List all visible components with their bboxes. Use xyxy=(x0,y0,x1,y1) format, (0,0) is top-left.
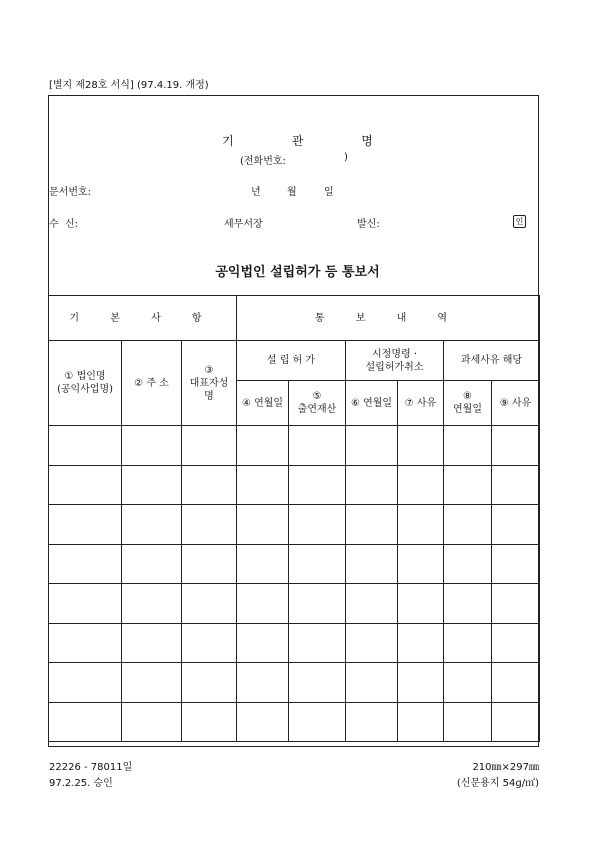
footer-code: 22226 - 78011일 xyxy=(49,762,133,773)
notice-table xyxy=(48,295,540,742)
table-cell xyxy=(444,426,492,466)
table-cell xyxy=(398,702,444,742)
table-cell xyxy=(122,623,182,663)
seal-mark: 인 xyxy=(513,215,526,228)
col-tax-reason: ⑨ 사유 xyxy=(492,381,540,426)
table-cell xyxy=(182,426,237,466)
col-revoke-date: ⑥ 연월일 xyxy=(346,381,398,426)
table-cell xyxy=(289,584,346,624)
table-cell xyxy=(122,465,182,505)
table-row xyxy=(49,663,540,703)
org-name: 기관명 xyxy=(222,134,431,148)
date-day: 일 xyxy=(324,187,334,198)
table-row xyxy=(49,426,540,466)
date-month: 월 xyxy=(287,187,297,198)
table-cell xyxy=(122,702,182,742)
table-cell xyxy=(289,544,346,584)
table-cell xyxy=(122,426,182,466)
table-cell xyxy=(398,505,444,545)
table-cell xyxy=(444,663,492,703)
table-cell xyxy=(49,623,122,663)
footer-approval: 97.2.25. 승인 xyxy=(49,778,113,789)
table-row xyxy=(49,584,540,624)
table-cell xyxy=(122,544,182,584)
document-title: 공익법인 설립허가 등 통보서 xyxy=(215,265,380,280)
table-cell xyxy=(289,702,346,742)
table-cell xyxy=(398,544,444,584)
table-cell xyxy=(289,465,346,505)
empty-rows xyxy=(49,426,540,742)
table-cell xyxy=(237,663,289,703)
table-cell xyxy=(492,623,540,663)
table-cell xyxy=(346,663,398,703)
table-cell xyxy=(237,544,289,584)
table-cell xyxy=(346,426,398,466)
table-cell xyxy=(122,663,182,703)
phone-label: (전화번호: xyxy=(240,156,286,167)
table-cell xyxy=(237,426,289,466)
table-cell xyxy=(182,505,237,545)
section-basic: 기 본 사 항 xyxy=(49,296,237,341)
table-cell xyxy=(122,505,182,545)
table-cell xyxy=(346,544,398,584)
table-cell xyxy=(182,544,237,584)
table-cell xyxy=(444,544,492,584)
doc-number-label: 문서번호: xyxy=(49,187,92,198)
table-cell xyxy=(346,465,398,505)
table-cell xyxy=(289,505,346,545)
sender-label: 발신: xyxy=(357,219,380,230)
table-cell xyxy=(398,663,444,703)
recipient-value: 세무서장 xyxy=(224,219,263,230)
table-cell xyxy=(444,465,492,505)
col-revoke-reason: ⑦ 사유 xyxy=(398,381,444,426)
table-cell xyxy=(492,426,540,466)
col-corp-name: ① 법인명 (공익사업명) xyxy=(49,341,122,426)
table-row xyxy=(49,702,540,742)
table-cell xyxy=(182,623,237,663)
col-establish-date: ④ 연월일 xyxy=(237,381,289,426)
table-row xyxy=(49,623,540,663)
table-cell xyxy=(492,702,540,742)
table-cell xyxy=(237,584,289,624)
table-cell xyxy=(289,426,346,466)
table-cell xyxy=(237,465,289,505)
table-cell xyxy=(346,584,398,624)
table-cell xyxy=(346,505,398,545)
col-address: ② 주 소 xyxy=(122,341,182,426)
col-tax-date: ⑧ 연월일 xyxy=(444,381,492,426)
table-cell xyxy=(122,584,182,624)
table-cell xyxy=(346,623,398,663)
table-cell xyxy=(289,663,346,703)
footer-size: 210㎜×297㎜ xyxy=(472,762,539,773)
table-cell xyxy=(237,623,289,663)
form-caption: [별지 제28호 서식] (97.4.19. 개정) xyxy=(49,80,209,91)
table-cell xyxy=(49,584,122,624)
table-row xyxy=(49,465,540,505)
footer-paper: (신문용지 54g/㎡) xyxy=(456,778,539,789)
table-cell xyxy=(237,702,289,742)
recipient-label: 수 신: xyxy=(49,219,79,230)
table-cell xyxy=(289,623,346,663)
table-cell xyxy=(444,505,492,545)
table-cell xyxy=(492,465,540,505)
table-cell xyxy=(49,505,122,545)
table-cell xyxy=(49,544,122,584)
date-year: 년 xyxy=(251,187,261,198)
table-cell xyxy=(398,623,444,663)
table-cell xyxy=(398,584,444,624)
table-cell xyxy=(182,702,237,742)
table-cell xyxy=(444,702,492,742)
phone-close: ) xyxy=(344,152,348,163)
col-representative: ③ 대표자성 명 xyxy=(182,341,237,426)
col-contributed-property: ⑤ 출연재산 xyxy=(289,381,346,426)
table-cell xyxy=(346,702,398,742)
table-cell xyxy=(444,623,492,663)
table-cell xyxy=(492,584,540,624)
table-cell xyxy=(398,426,444,466)
table-cell xyxy=(237,505,289,545)
group-tax: 과세사유 해당 xyxy=(444,341,540,381)
table-cell xyxy=(182,584,237,624)
table-cell xyxy=(492,505,540,545)
group-establish: 설 립 허 가 xyxy=(237,341,346,381)
table-cell xyxy=(398,465,444,505)
table-cell xyxy=(444,584,492,624)
table-row xyxy=(49,505,540,545)
table-cell xyxy=(49,702,122,742)
section-notice: 통 보 내 역 xyxy=(237,296,540,341)
table-row xyxy=(49,544,540,584)
group-revoke: 시정명령 · 설립허가취소 xyxy=(346,341,444,381)
table-cell xyxy=(49,663,122,703)
table-cell xyxy=(182,465,237,505)
table-cell xyxy=(49,426,122,466)
table-cell xyxy=(492,663,540,703)
table-cell xyxy=(492,544,540,584)
table-cell xyxy=(182,663,237,703)
table-cell xyxy=(49,465,122,505)
